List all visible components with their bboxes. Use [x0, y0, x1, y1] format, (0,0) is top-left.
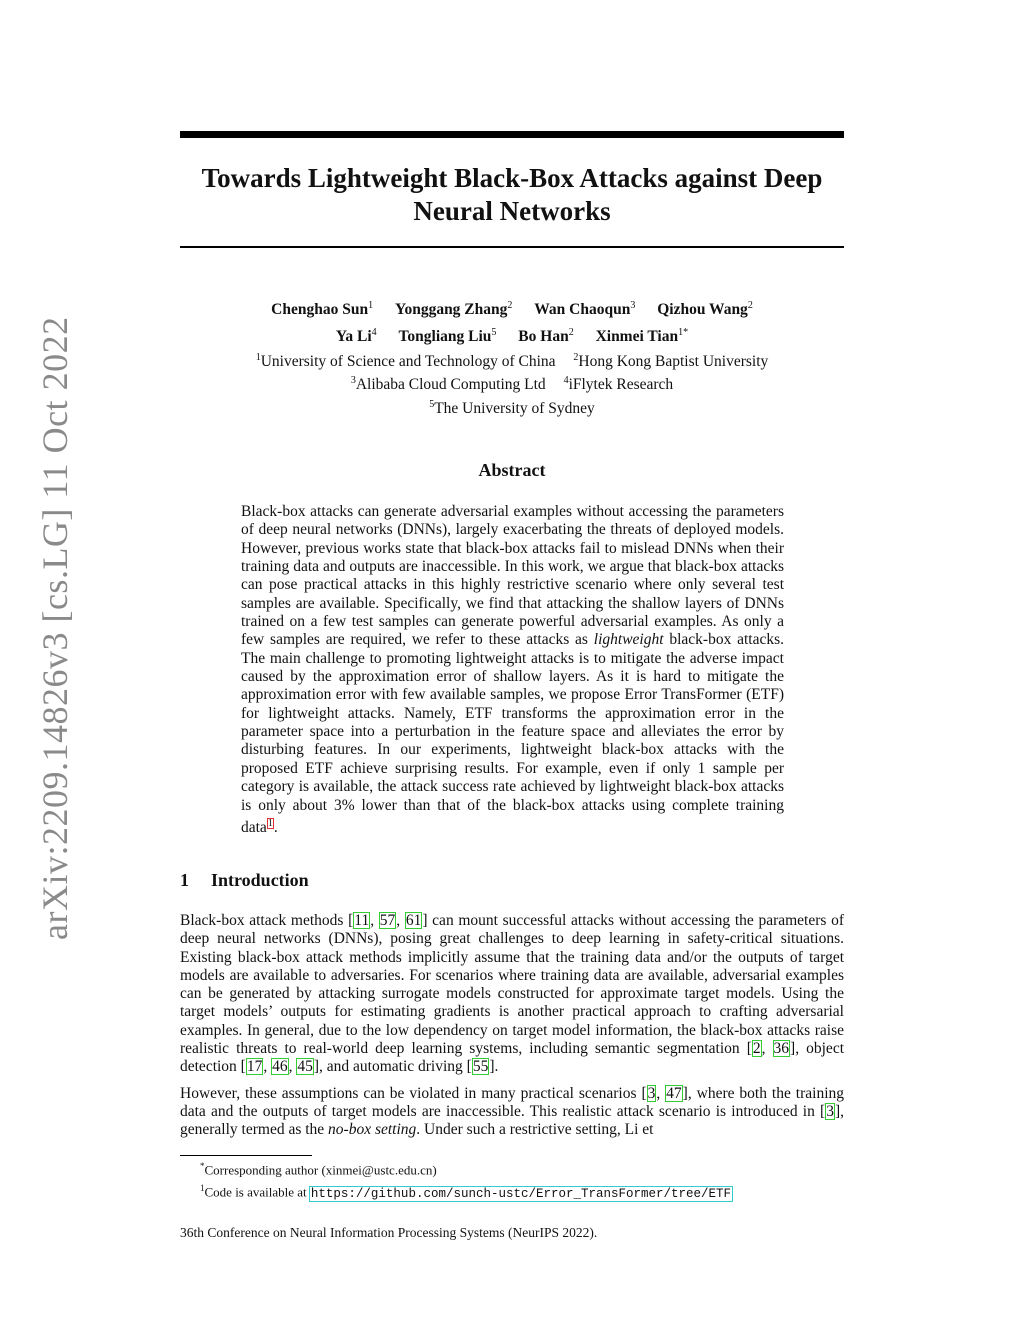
code-repository-link[interactable]: https://github.com/sunch-ustc/Error_TransFormer/tree/ETF [310, 1186, 731, 1201]
author: Bo Han$^2$ [518, 327, 574, 346]
author: Tongliang Liu$^5$ [398, 327, 497, 346]
paragraph: Black-box attack methods [11, 57, 61] can mount successful attacks without accessing the parameters of deep neural networks (DNNs), posing great challenges to deep learning in safety-critical situations. Existing black-box attack methods implicitly assume that the training data and/or the outputs of target models are available to adversaries. For scenarios where training data are available, adversarial examples can be generated by attacking surrogate models constructed for approximate target models. Using the target models’ outputs for estimating gradients is another practical approach to crafting adversarial examples. In general, due to the low dependency on target model information, the black-box attacks raise realistic threats to real-world deep learning systems, including semantic segmentation [2, 36], object detection [17, 46, 45], and automatic driving [55]. [180, 912, 845, 1076]
citation-link[interactable]: 3 [647, 1084, 656, 1102]
citation-link[interactable]: 47 [666, 1084, 682, 1102]
arxiv-identifier-stamp: arXiv:2209.14826v3 [cs.LG] 11 Oct 2022 [35, 316, 75, 940]
citation-link[interactable]: 36 [773, 1040, 790, 1058]
venue-footer: 36th Conference on Neural Information Processing Systems (NeurIPS 2022). [180, 1225, 598, 1240]
citation-link[interactable]: 46 [272, 1058, 288, 1076]
author: Xinmei Tian$^{1*}$ [595, 327, 689, 346]
citation-link[interactable]: 3 [826, 1102, 834, 1120]
section-heading-introduction: 1 Introduction [180, 870, 309, 890]
author: Ya Li$^4$ [335, 327, 377, 346]
title-top-rule [180, 131, 844, 138]
footnote-corresponding-author: *Corresponding author (xinmei@ustc.edu.cn) [200, 1161, 437, 1178]
citation-link[interactable]: 55 [472, 1058, 489, 1076]
title-bottom-rule [180, 246, 844, 248]
footnote-code: $^1$Code is available at https://github.com/sunch-ustc/Error_TransFormer/tree/ETF [200, 1183, 731, 1201]
author: Chenghao Sun$^1$ [271, 300, 374, 319]
citation-link[interactable]: 45 [297, 1058, 313, 1076]
affiliation: $^2$Hong Kong Baptist University [573, 352, 769, 371]
abstract-body: Black-box attacks can generate adversarial examples without accessing the parameters of deep neural networks (DNNs), largely exacerbating the threats of deployed models. However, previous works state that black-box attacks fail to mislead DNNs when their training data and outputs are inaccessible. In this work, we argue that black-box attacks can pose practical attacks in this highly restrictive scenario where only several test samples are available. Specifically, we find that attacking the shallow layers of DNNs trained on a few test samples can generate powerful adversarial examples. As only a few samples are required, we refer to these attacks as lightweight black-box attacks. The main challenge to promoting lightweight attacks is to mitigate the adverse impact caused by the approximation error of shallow layers. As it is hard to mitigate the approximation error with few available samples, we propose Error TransFormer (ETF) for lightweight attacks. Namely, ETF transforms the approximation error in the parameter space into a perturbation in the feature space and alleviates the error by disturbing features. In our experiments, lightweight black-box attacks with the proposed ETF achieve surprising results. For example, even if only 1 sample per category is available, the attack success rate achieved by lightweight black-box attacks is only about 3% lower than that of the black-box attacks using complete training data$^1$. [241, 503, 785, 836]
affiliation: $^3$Alibaba Cloud Computing Ltd [350, 375, 546, 394]
affiliation: $^1$University of Science and Technology of China [255, 352, 556, 371]
affiliation: $^4$iFlytek Research [563, 375, 674, 394]
affiliation-line-1 [180, 348, 844, 371]
affiliation: $^5$The University of Sydney [429, 398, 595, 417]
author-line-1 [180, 294, 844, 321]
citation-link[interactable]: 11 [354, 912, 370, 929]
citation-link[interactable]: 2 [752, 1040, 761, 1058]
affiliation-line-3 [180, 395, 844, 418]
paper-title: Towards Lightweight Black-Box Attacks against Deep Neural Networks [201, 163, 823, 226]
footnotes [180, 1157, 844, 1203]
footnote-rule [180, 1155, 312, 1156]
author-block [180, 294, 844, 418]
footnote-link[interactable]: 1 [267, 817, 273, 829]
citation-link[interactable]: 17 [246, 1058, 263, 1076]
author-line-2 [180, 321, 844, 348]
paragraph: However, these assumptions can be violated in many practical scenarios [3, 47], where both the training data and the outputs of target models are inaccessible. This realistic attack scenario is introduced in [3], generally termed as the no-box setting. Under such a restrictive setting, Li et [180, 1084, 845, 1139]
citation-link[interactable]: 57 [379, 912, 396, 929]
affiliation-line-2 [180, 371, 844, 394]
author: Qizhou Wang$^2$ [657, 300, 753, 319]
abstract-heading: Abstract [478, 460, 546, 480]
introduction-body [180, 912, 844, 1148]
citation-link[interactable]: 61 [405, 912, 422, 929]
author: Wan Chaoqun$^3$ [534, 300, 636, 319]
author: Yonggang Zhang$^2$ [394, 300, 513, 319]
